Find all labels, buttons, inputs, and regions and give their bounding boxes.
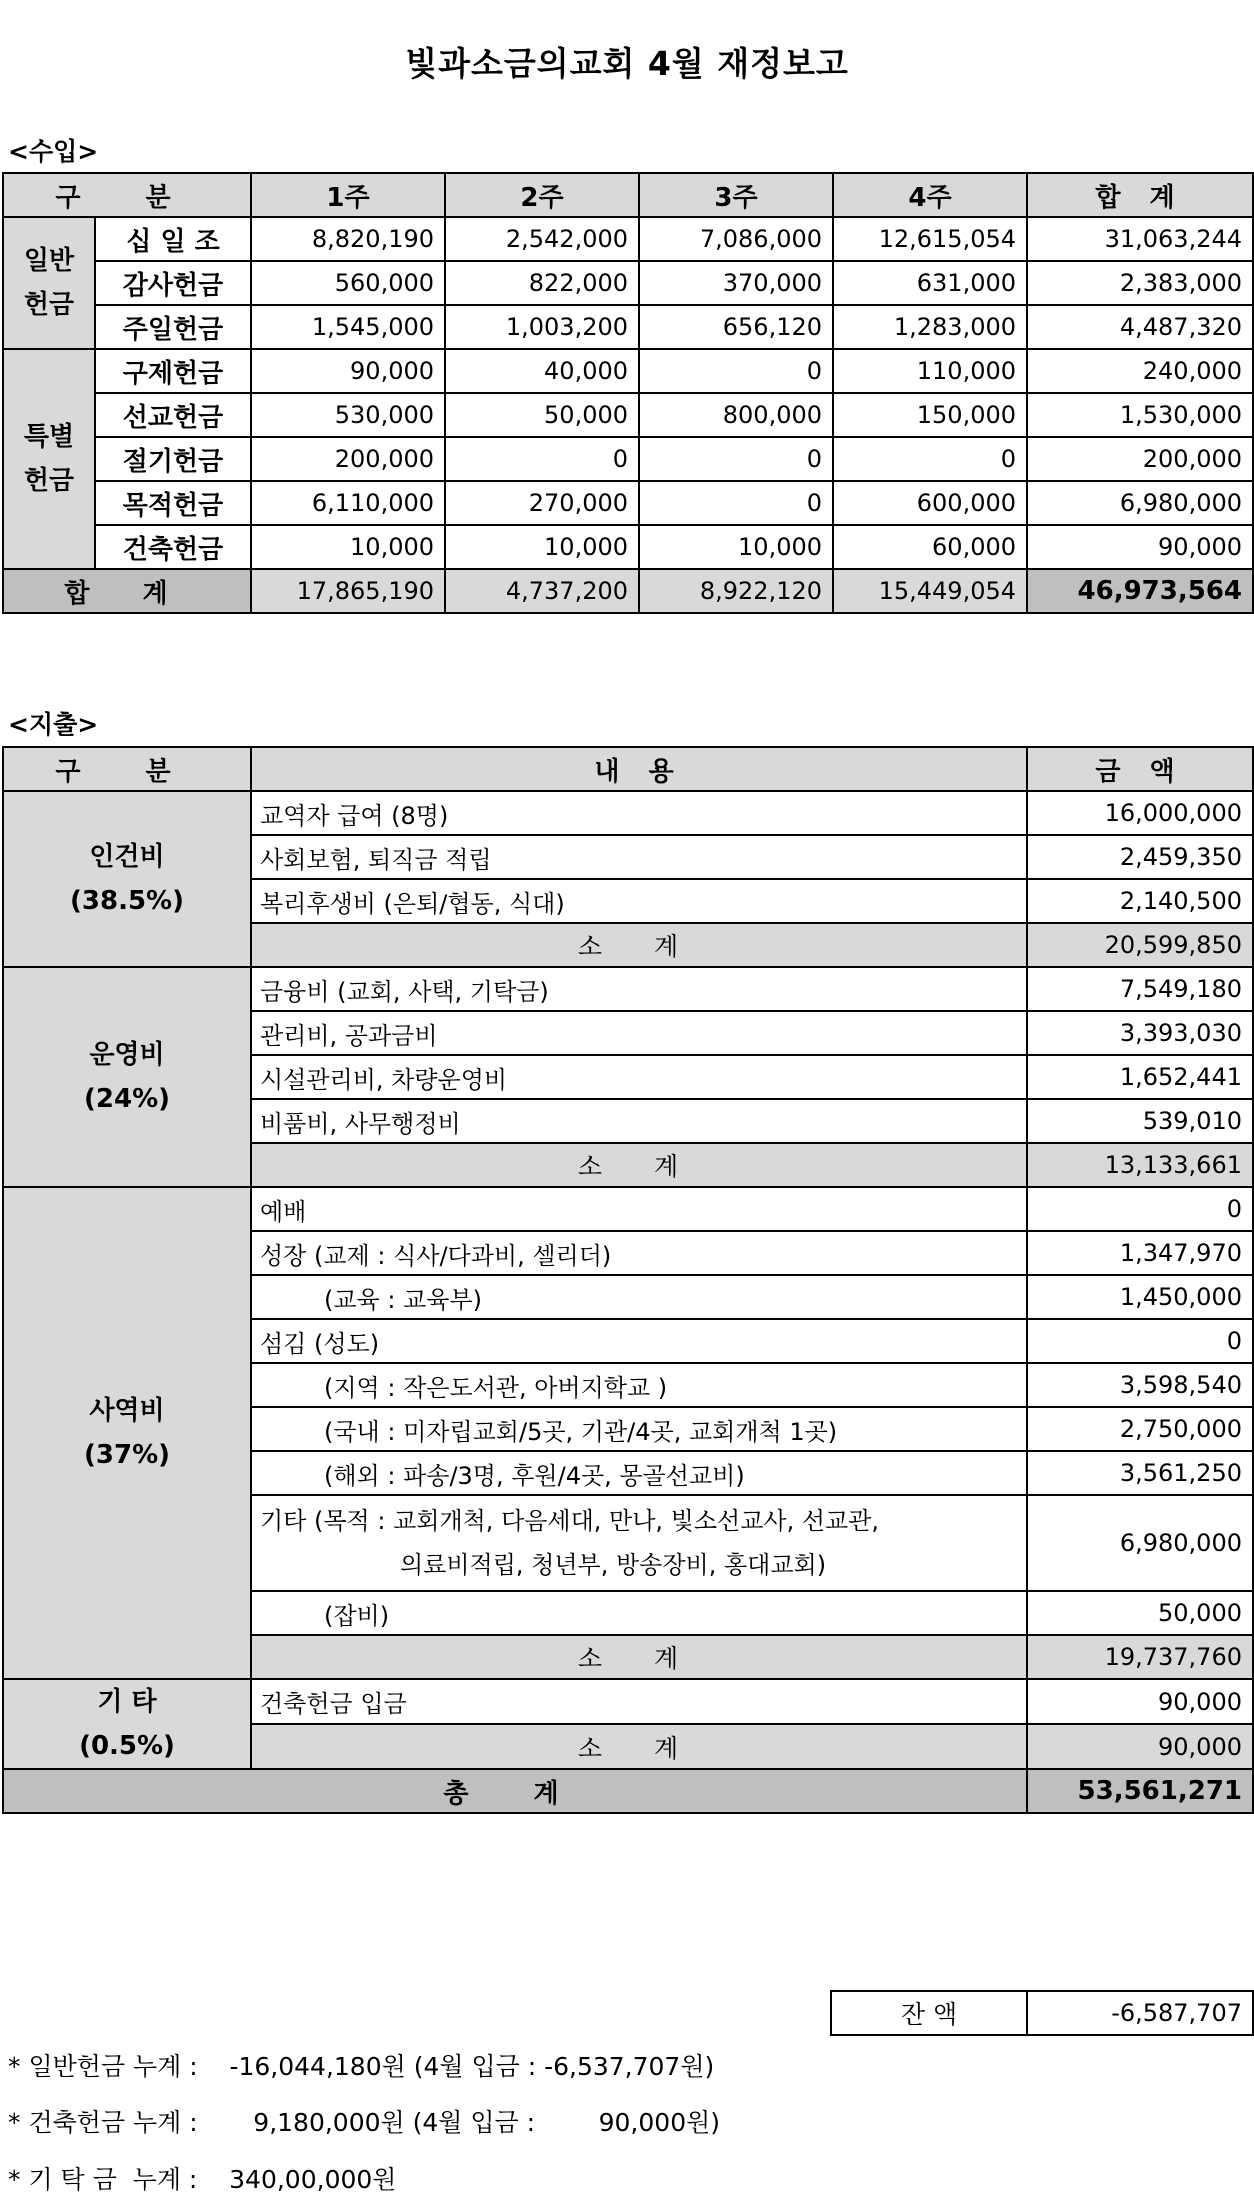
- income-value-w4: 631,000: [833, 261, 1027, 305]
- balance-table: [830, 1990, 1254, 2036]
- income-item-label: 주일헌금: [95, 305, 251, 349]
- income-row: [3, 525, 1253, 569]
- income-row: [3, 217, 1253, 261]
- income-value-total: 1,530,000: [1027, 393, 1253, 437]
- income-group-label: [3, 349, 95, 569]
- income-value-w3: 7,086,000: [639, 217, 833, 261]
- income-total-w4: 15,449,054: [833, 569, 1027, 613]
- expense-item-text: 비품비, 사무행정비: [251, 1099, 1027, 1143]
- expense-item-amount: 50,000: [1027, 1591, 1253, 1635]
- income-row: [3, 349, 1253, 393]
- income-row: [3, 437, 1253, 481]
- income-row: [3, 481, 1253, 525]
- income-header-col: 2주: [445, 173, 639, 217]
- expense-item-amount: 0: [1027, 1187, 1253, 1231]
- expense-header-amount: 금 액: [1027, 747, 1253, 791]
- expense-group-percent: (0.5%): [79, 1731, 175, 1761]
- income-item-label: 절기헌금: [95, 437, 251, 481]
- income-total-w1: 17,865,190: [251, 569, 445, 613]
- expense-header-row: [3, 747, 1253, 791]
- income-group-label-line: 특별: [23, 422, 75, 452]
- income-header-col: 4주: [833, 173, 1027, 217]
- income-item-label: 선교헌금: [95, 393, 251, 437]
- expense-item-text: (잡비): [251, 1591, 1027, 1635]
- expense-header-content: 내 용: [251, 747, 1027, 791]
- income-value-w3: 370,000: [639, 261, 833, 305]
- income-value-w4: 600,000: [833, 481, 1027, 525]
- income-value-total: 240,000: [1027, 349, 1253, 393]
- income-row: [3, 305, 1253, 349]
- expense-subtotal-label: 소 계: [251, 1724, 1027, 1769]
- expense-grand-total-row: [3, 1769, 1253, 1813]
- income-value-total: 4,487,320: [1027, 305, 1253, 349]
- income-value-w1: 200,000: [251, 437, 445, 481]
- note-building-cumulative: * 건축헌금 누계 : 9,180,000원 (4월 입금 : 90,000원): [8, 2108, 721, 2137]
- income-value-w2: 40,000: [445, 349, 639, 393]
- income-value-w3: 656,120: [639, 305, 833, 349]
- balance-amount: -6,587,707: [1027, 1991, 1253, 2035]
- expense-item-amount: 0: [1027, 1319, 1253, 1363]
- expense-item-amount: 2,140,500: [1027, 879, 1253, 923]
- income-value-w2: 270,000: [445, 481, 639, 525]
- income-value-w3: 10,000: [639, 525, 833, 569]
- expense-item-text-line: 기타 (목적 : 교회개척, 다음세대, 만나, 빛소선교사, 선교관,: [260, 1507, 880, 1535]
- expense-item-amount: 16,000,000: [1027, 791, 1253, 835]
- income-group-label: [3, 217, 95, 349]
- income-value-w4: 0: [833, 437, 1027, 481]
- expense-row: [3, 1679, 1253, 1724]
- expense-group-cell: [3, 1679, 251, 1769]
- income-header-col: 3주: [639, 173, 833, 217]
- expense-subtotal-label: 소 계: [251, 923, 1027, 967]
- expense-item-text: 관리비, 공과금비: [251, 1011, 1027, 1055]
- expense-item-text: (해외 : 파송/3명, 후원/4곳, 몽골선교비): [251, 1451, 1027, 1495]
- income-section-label: <수입>: [8, 137, 99, 166]
- income-value-w2: 1,003,200: [445, 305, 639, 349]
- expense-row: [3, 967, 1253, 1011]
- expense-grand-total-label: 총 계: [3, 1769, 1027, 1813]
- expense-group-name: 운영비: [89, 1040, 165, 1070]
- expense-item-text: 성장 (교제 : 식사/다과비, 셀리더): [251, 1231, 1027, 1275]
- note-deposit-cumulative: * 기 탁 금 누계 : 340,00,000원: [8, 2165, 397, 2194]
- income-value-w2: 822,000: [445, 261, 639, 305]
- expense-group-percent: (37%): [84, 1440, 170, 1470]
- income-value-w4: 60,000: [833, 525, 1027, 569]
- income-value-w2: 10,000: [445, 525, 639, 569]
- income-value-w3: 0: [639, 349, 833, 393]
- expense-item-text: (지역 : 작은도서관, 아버지학교 ): [251, 1363, 1027, 1407]
- expense-group-name: 기 타: [97, 1687, 157, 1717]
- income-row: [3, 393, 1253, 437]
- income-header-col: 1주: [251, 173, 445, 217]
- income-value-w3: 0: [639, 437, 833, 481]
- income-value-w1: 8,820,190: [251, 217, 445, 261]
- expense-subtotal-amount: 19,737,760: [1027, 1635, 1253, 1679]
- income-header-col: 합 계: [1027, 173, 1253, 217]
- income-value-total: 6,980,000: [1027, 481, 1253, 525]
- income-total-label: 합 계: [3, 569, 251, 613]
- expense-item-amount: 6,980,000: [1027, 1495, 1253, 1591]
- income-value-w4: 150,000: [833, 393, 1027, 437]
- expense-subtotal-amount: 20,599,850: [1027, 923, 1253, 967]
- expense-subtotal-amount: 90,000: [1027, 1724, 1253, 1769]
- expense-group-cell: [3, 967, 251, 1187]
- income-item-label: 감사헌금: [95, 261, 251, 305]
- income-value-w3: 800,000: [639, 393, 833, 437]
- income-group-label-line: 헌금: [23, 290, 75, 320]
- income-item-label: 건축헌금: [95, 525, 251, 569]
- expense-item-amount: 1,450,000: [1027, 1275, 1253, 1319]
- income-value-total: 200,000: [1027, 437, 1253, 481]
- expense-item-text: 예배: [251, 1187, 1027, 1231]
- expense-section-label: <지출>: [8, 710, 99, 739]
- expense-subtotal-label: 소 계: [251, 1635, 1027, 1679]
- income-value-w1: 6,110,000: [251, 481, 445, 525]
- income-value-w2: 0: [445, 437, 639, 481]
- expense-item-amount: 90,000: [1027, 1679, 1253, 1724]
- expense-item-text: (교육 : 교육부): [251, 1275, 1027, 1319]
- expense-group-percent: (38.5%): [70, 886, 184, 916]
- income-group-label-line: 일반: [23, 246, 75, 276]
- income-item-label: 구제헌금: [95, 349, 251, 393]
- expense-group-cell: [3, 791, 251, 967]
- expense-item-amount: 2,750,000: [1027, 1407, 1253, 1451]
- expense-header-category: 구 분: [3, 747, 251, 791]
- income-table: [2, 172, 1254, 614]
- expense-item-text-line: 의료비적립, 청년부, 방송장비, 홍대교회): [400, 1551, 827, 1579]
- income-value-w2: 50,000: [445, 393, 639, 437]
- income-row: [3, 261, 1253, 305]
- expense-row: [3, 1187, 1253, 1231]
- expense-item-amount: 3,598,540: [1027, 1363, 1253, 1407]
- income-value-w1: 530,000: [251, 393, 445, 437]
- income-value-w1: 560,000: [251, 261, 445, 305]
- expense-item-amount: 1,347,970: [1027, 1231, 1253, 1275]
- expense-item-text: [251, 1495, 1027, 1591]
- income-value-w4: 1,283,000: [833, 305, 1027, 349]
- expense-item-amount: 3,393,030: [1027, 1011, 1253, 1055]
- income-total-w3: 8,922,120: [639, 569, 833, 613]
- income-value-w1: 1,545,000: [251, 305, 445, 349]
- expense-row: [3, 791, 1253, 835]
- expense-subtotal-amount: 13,133,661: [1027, 1143, 1253, 1187]
- income-item-label: 십 일 조: [95, 217, 251, 261]
- expense-item-amount: 1,652,441: [1027, 1055, 1253, 1099]
- expense-item-text: 사회보험, 퇴직금 적립: [251, 835, 1027, 879]
- income-value-w1: 90,000: [251, 349, 445, 393]
- income-item-label: 목적헌금: [95, 481, 251, 525]
- income-header-row: [3, 173, 1253, 217]
- income-value-w2: 2,542,000: [445, 217, 639, 261]
- income-value-w4: 110,000: [833, 349, 1027, 393]
- expense-item-amount: 7,549,180: [1027, 967, 1253, 1011]
- income-value-w1: 10,000: [251, 525, 445, 569]
- expense-item-text: 시설관리비, 차량운영비: [251, 1055, 1027, 1099]
- expense-group-cell: [3, 1187, 251, 1679]
- expense-item-amount: 2,459,350: [1027, 835, 1253, 879]
- expense-group-percent: (24%): [84, 1084, 170, 1114]
- income-value-total: 31,063,244: [1027, 217, 1253, 261]
- income-total-w2: 4,737,200: [445, 569, 639, 613]
- expense-table: [2, 746, 1254, 1814]
- expense-group-name: 인건비: [89, 842, 165, 872]
- expense-grand-total-amount: 53,561,271: [1027, 1769, 1253, 1813]
- balance-label: 잔 액: [831, 1991, 1027, 2035]
- income-total-row: [3, 569, 1253, 613]
- income-value-w4: 12,615,054: [833, 217, 1027, 261]
- income-value-total: 90,000: [1027, 525, 1253, 569]
- expense-item-text: 건축헌금 입금: [251, 1679, 1027, 1724]
- expense-item-amount: 539,010: [1027, 1099, 1253, 1143]
- expense-item-text: 복리후생비 (은퇴/협동, 식대): [251, 879, 1027, 923]
- expense-group-name: 사역비: [89, 1396, 165, 1426]
- expense-item-text: 교역자 급여 (8명): [251, 791, 1027, 835]
- page-title: 빛과소금의교회 4월 재정보고: [405, 44, 849, 83]
- note-general-cumulative: * 일반헌금 누계 : -16,044,180원 (4월 입금 : -6,537,707원): [8, 2052, 715, 2081]
- income-group-label-line: 헌금: [23, 466, 75, 496]
- expense-item-text: 금융비 (교회, 사택, 기탁금): [251, 967, 1027, 1011]
- expense-item-text: (국내 : 미자립교회/5곳, 기관/4곳, 교회개척 1곳): [251, 1407, 1027, 1451]
- income-value-w3: 0: [639, 481, 833, 525]
- expense-subtotal-label: 소 계: [251, 1143, 1027, 1187]
- expense-item-amount: 3,561,250: [1027, 1451, 1253, 1495]
- income-header-category: 구 분: [3, 173, 251, 217]
- expense-item-text: 섬김 (성도): [251, 1319, 1027, 1363]
- income-value-total: 2,383,000: [1027, 261, 1253, 305]
- income-grand-total: 46,973,564: [1027, 569, 1253, 613]
